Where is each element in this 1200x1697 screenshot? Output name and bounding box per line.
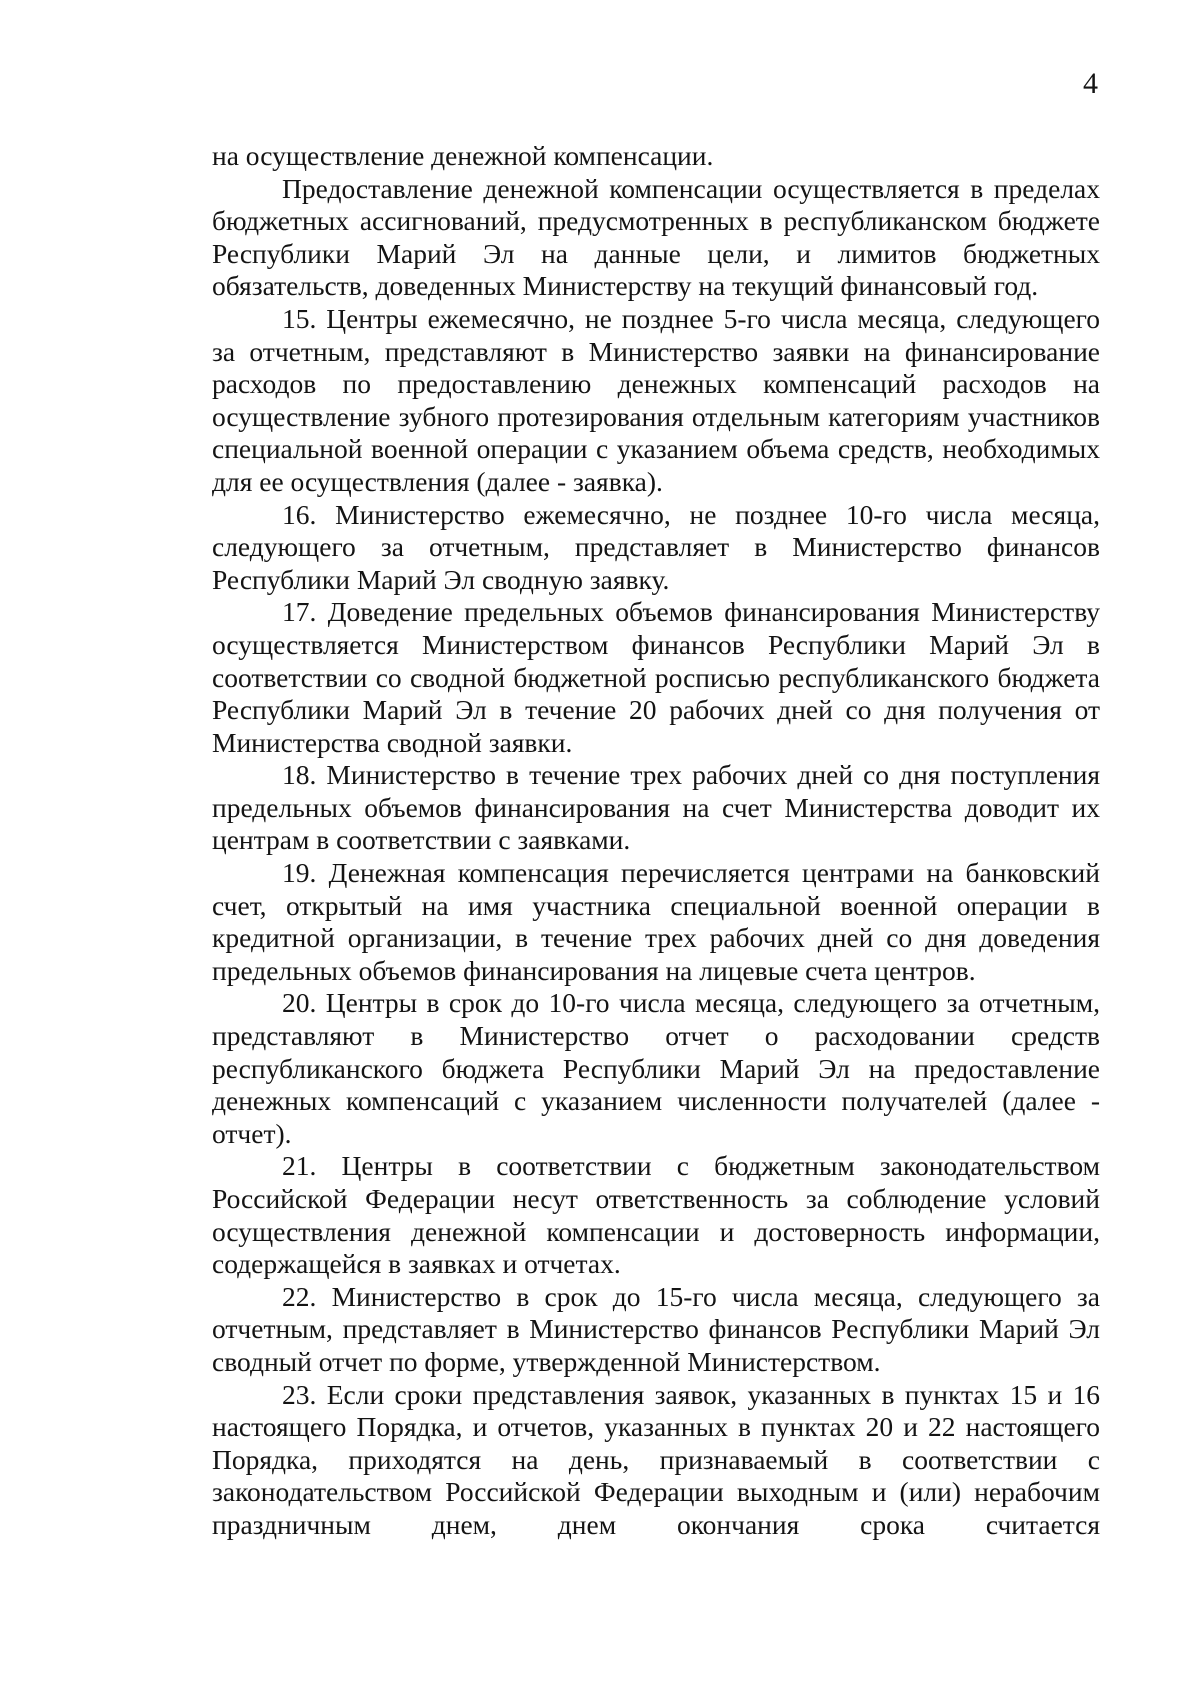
paragraph-item-22: 22. Министерство в срок до 15-го числа месяца, следующего за отчетным, представляет в Министерство финансов Республики Марий Эл сводный отчет по форме, утвержденной Министерством. [212, 1280, 1100, 1377]
paragraph-item-17: 17. Доведение предельных объемов финансирования Министерству осуществляется Министерством финансов Республики Марий Эл в соответствии со сводной бюджетной росписью республиканского бюджета Республики Марий Эл в течение 20 рабочих дней со дня получения от Министерства сводной заявки. [212, 596, 1100, 758]
paragraph-item-20: 20. Центры в срок до 10-го числа месяца, следующего за отчетным, представляют в Министерство отчет о расходовании средств республиканского бюджета Республики Марий Эл на предоставление денежных компенсаций с указанием численности получателей (далее - отчет). [212, 987, 1100, 1149]
paragraph-item-16: 16. Министерство ежемесячно, не позднее 10-го числа месяца, следующего за отчетным, представляет в Министерство финансов Республики Марий Эл сводную заявку. [212, 498, 1100, 595]
paragraph-item-19: 19. Денежная компенсация перечисляется центрами на банковский счет, открытый на имя участника специальной военной операции в кредитной организации, в течение трех рабочих дней со дня доведения предельных объемов финансирования на лицевые счета центров. [212, 857, 1100, 986]
paragraph-continuation: на осуществление денежной компенсации. [212, 140, 714, 171]
page-number: 4 [1083, 67, 1098, 100]
paragraph-funding-limits: Предоставление денежной компенсации осуществляется в пределах бюджетных ассигнований, предусмотренных в республиканском бюджете Республики Марий Эл на данные цели, и лимитов бюджетных обязательств, доведенных Министерству на текущий финансовый год. [212, 172, 1100, 302]
paragraph-item-18: 18. Министерство в течение трех рабочих дней со дня поступления предельных объемов финансирования на счет Министерства доводит их центрам в соответствии с заявками. [212, 759, 1100, 856]
paragraph-item-23: 23. Если сроки представления заявок, указанных в пунктах 15 и 16 настоящего Порядка, и отчетов, указанных в пунктах 20 и 22 настоящего Порядка, приходятся на день, признаваемый в соответствии с законодательством Российской Федерации выходным и (или) нерабочим праздничным днем, днем окончания срока считается [212, 1378, 1100, 1540]
paragraph-item-15: 15. Центры ежемесячно, не позднее 5-го числа месяца, следующего за отчетным, представляют в Министерство заявки на финансирование расходов по предоставлению денежных компенсаций расходов на осуществление зубного протезирования отдельным категориям участников специальной военной операции с указанием объема средств, необходимых для ее осуществления (далее - заявка). [212, 302, 1100, 497]
paragraph-item-21: 21. Центры в соответствии с бюджетным законодательством Российской Федерации несут ответственность за соблюдение условий осуществления денежной компенсации и достоверность информации, содержащейся в заявках и отчетах. [212, 1150, 1100, 1280]
document-body [212, 140, 1100, 1542]
